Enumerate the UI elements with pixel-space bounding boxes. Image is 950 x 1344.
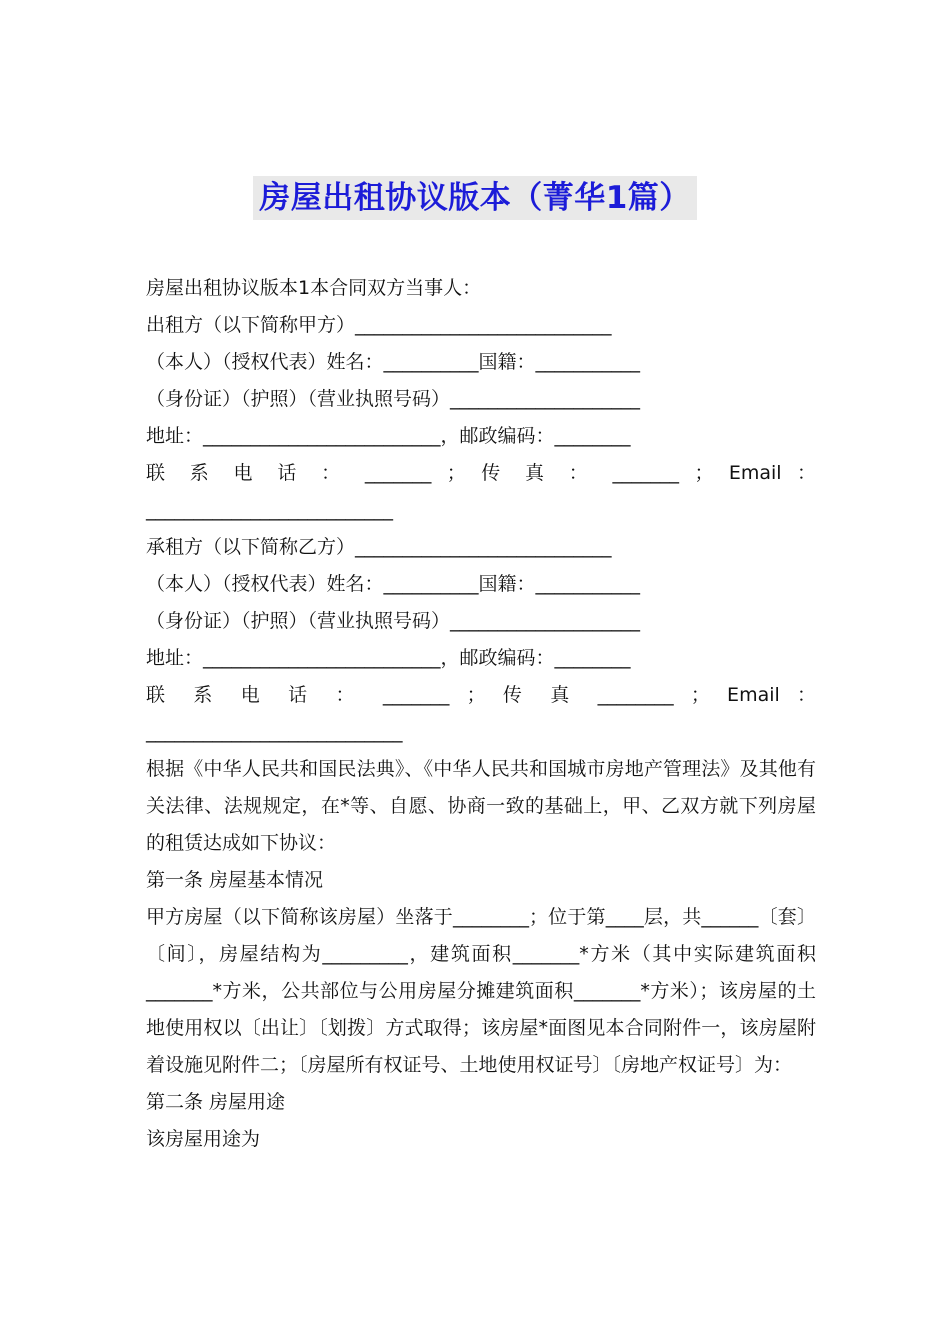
lessor-id-line: （身份证）（护照）（营业执照号码）____________________: [146, 388, 641, 410]
title-container: [0, 176, 950, 220]
lessee-email-line: ___________________________: [146, 721, 403, 743]
lessor-line: 出租方（以下简称甲方）___________________________: [146, 314, 612, 336]
article-1-text: 甲方房屋（以下简称该房屋）坐落于________；位于第____层，共______〔套〕〔间〕，房屋结构为_________，建筑面积_______*方米（其中实际建筑面积_______*方米，公共部位与公用房屋分摊建筑面积_______*方米）；该房屋的土地使用权以〔出让〕〔划拨〕方式取得；该房屋*面图见本合同附件一，该房屋附着设施见附件二；〔房屋所有权证号、土地使用权证号〕〔房地产权证号〕为：: [146, 906, 816, 1076]
document-title: 房屋出租协议版本（菁华1篇）: [253, 176, 697, 220]
lessee-id-line: （身份证）（护照）（营业执照号码）____________________: [146, 610, 641, 632]
lessor-contact-line: 联 系 电 话 ： _______ ； 传 真 ： _______ ； Email ：: [146, 462, 816, 484]
lessee-address-line: 地址：_________________________，邮政编码：________: [146, 647, 631, 669]
parties-intro-line: 房屋出租协议版本1本合同双方当事人：: [146, 277, 482, 299]
lessee-name-line: （本人）（授权代表）姓名：__________国籍：___________: [146, 573, 641, 595]
lessor-address-line: 地址：_________________________，邮政编码：________: [146, 425, 631, 447]
article-1-heading: 第一条 房屋基本情况: [146, 869, 324, 891]
lessor-email-line: __________________________: [146, 499, 393, 521]
lessor-name-line: （本人）（授权代表）姓名：__________国籍：___________: [146, 351, 641, 373]
legal-basis-paragraph: 根据《中华人民共和国民法典》、《中华人民共和国城市房地产管理法》及其他有关法律、法规规定，在*等、自愿、协商一致的基础上，甲、乙双方就下列房屋的租赁达成如下协议：: [146, 758, 816, 854]
document-body: [146, 270, 816, 1158]
lessee-contact-line: 联 系 电 话 ： _______ ； 传 真 ________ ； Email ：: [146, 684, 816, 706]
article-2-text: 该房屋用途为: [146, 1128, 261, 1150]
lessee-line: 承租方（以下简称乙方）___________________________: [146, 536, 612, 558]
article-2-heading: 第二条 房屋用途: [146, 1091, 286, 1113]
